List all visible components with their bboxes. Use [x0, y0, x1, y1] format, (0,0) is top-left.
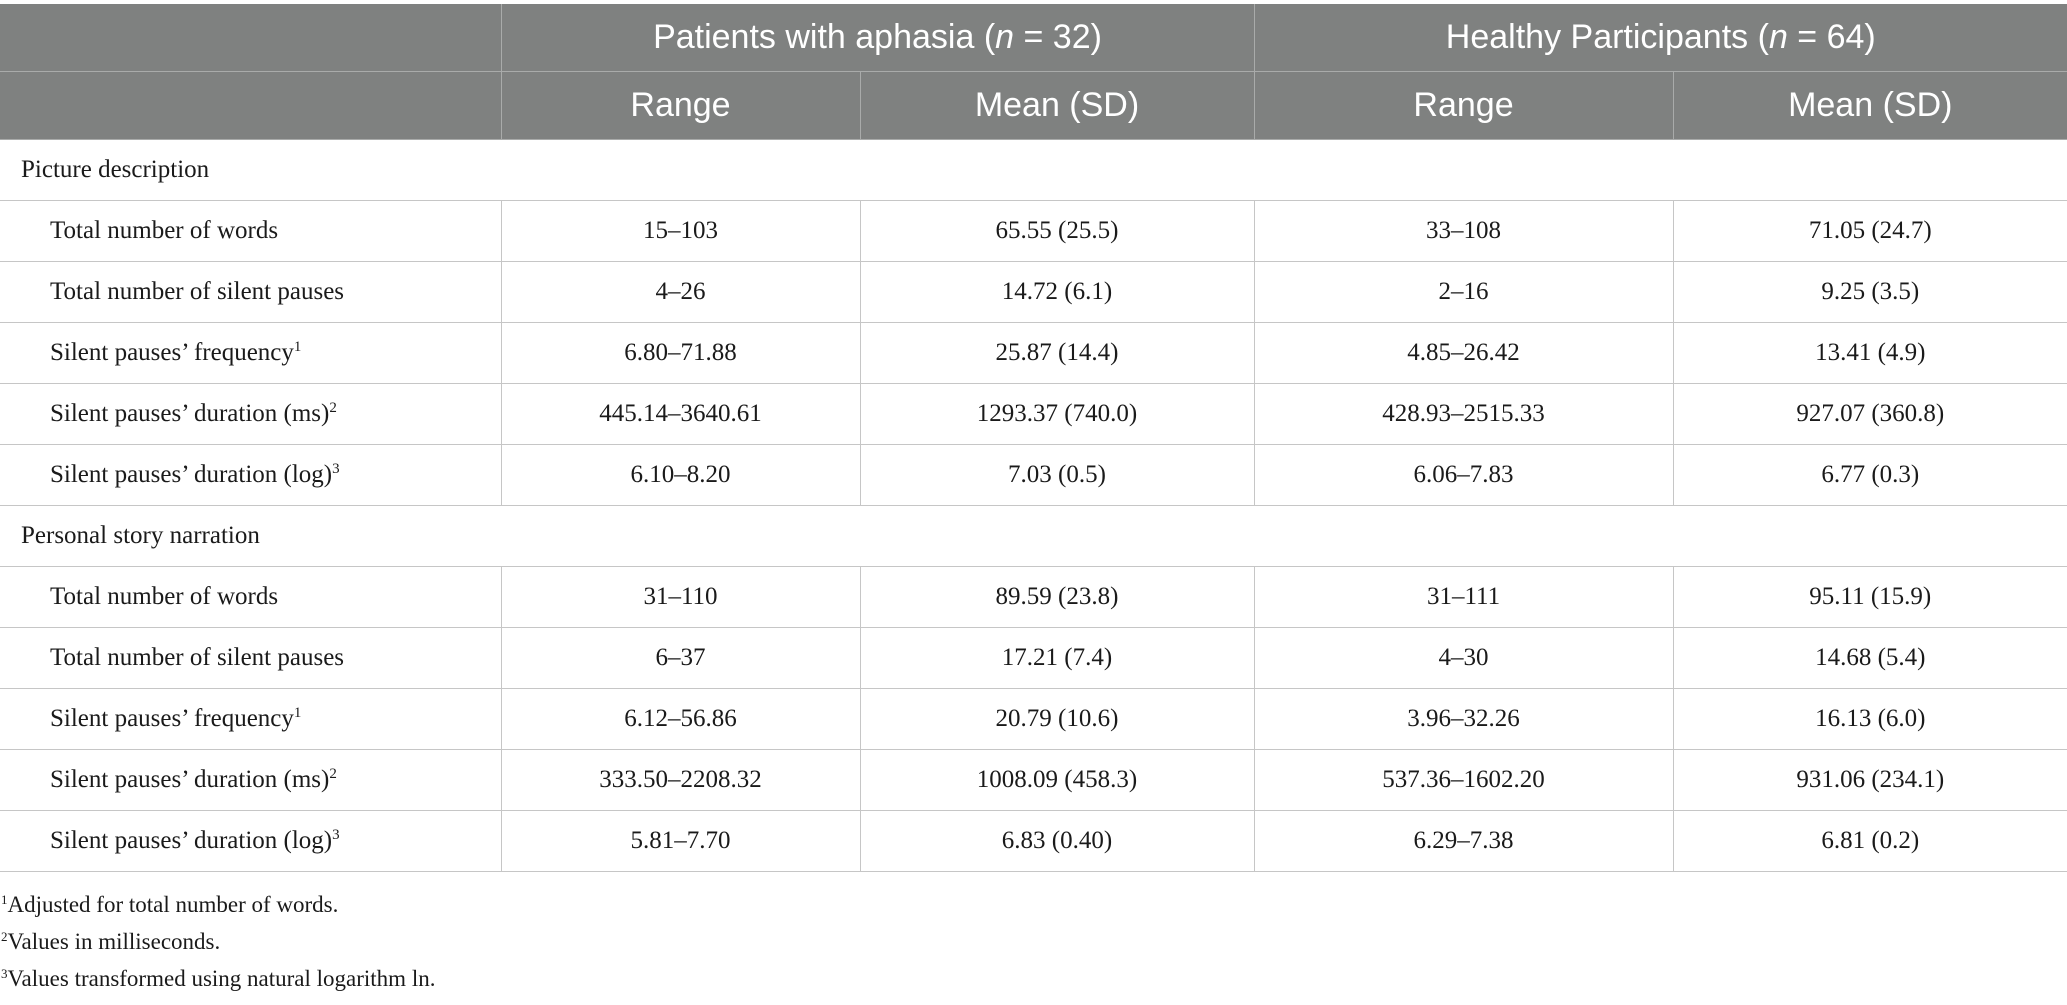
cell-healthy-mean-sd: 6.81 (0.2): [1673, 811, 2067, 872]
footnote-mark: 1: [1, 892, 8, 907]
cell-aphasia-mean-sd: 14.72 (6.1): [860, 262, 1254, 323]
cell-aphasia-mean-sd: 1008.09 (458.3): [860, 750, 1254, 811]
cell-healthy-range: 6.29–7.38: [1254, 811, 1673, 872]
row-label: [0, 750, 501, 811]
cell-aphasia-range: 6.12–56.86: [501, 689, 860, 750]
table-row: [0, 750, 2067, 811]
n-value: = 32): [1014, 18, 1102, 56]
cell-healthy-range: 537.36–1602.20: [1254, 750, 1673, 811]
cell-aphasia-mean-sd: 6.83 (0.40): [860, 811, 1254, 872]
header-corner-cell: [0, 72, 501, 140]
cell-healthy-mean-sd: 6.77 (0.3): [1673, 445, 2067, 506]
cell-healthy-range: 31–111: [1254, 567, 1673, 628]
subheader-aphasia-mean: Mean (SD): [860, 72, 1254, 140]
row-label-text: Silent pauses’ duration (ms): [50, 766, 330, 793]
subheader-row: [0, 72, 2067, 140]
row-label: [0, 628, 501, 689]
cell-healthy-range: 6.06–7.83: [1254, 445, 1673, 506]
row-label: [0, 384, 501, 445]
group-label: Patients with aphasia (: [653, 18, 996, 56]
cell-healthy-range: 4.85–26.42: [1254, 323, 1673, 384]
cell-healthy-mean-sd: 9.25 (3.5): [1673, 262, 2067, 323]
table-row: [0, 628, 2067, 689]
cell-aphasia-range: 6.10–8.20: [501, 445, 860, 506]
cell-aphasia-range: 5.81–7.70: [501, 811, 860, 872]
cell-healthy-range: 2–16: [1254, 262, 1673, 323]
cell-aphasia-range: 6–37: [501, 628, 860, 689]
table-row: [0, 323, 2067, 384]
cell-aphasia-mean-sd: 25.87 (14.4): [860, 323, 1254, 384]
cell-aphasia-range: 4–26: [501, 262, 860, 323]
cell-healthy-mean-sd: 95.11 (15.9): [1673, 567, 2067, 628]
cell-healthy-mean-sd: 16.13 (6.0): [1673, 689, 2067, 750]
table-row: [0, 384, 2067, 445]
row-label-text: Silent pauses’ duration (log): [50, 827, 333, 854]
table-row: [0, 201, 2067, 262]
row-label: [0, 201, 501, 262]
section-row: [0, 140, 2067, 201]
results-table-figure: [0, 4, 2067, 997]
group-label: Healthy Participants (: [1445, 18, 1769, 56]
footnote: [1, 923, 2067, 960]
cell-aphasia-range: 15–103: [501, 201, 860, 262]
footnote-marker: 1: [293, 705, 302, 721]
subheader-aphasia-range: Range: [501, 72, 860, 140]
cell-healthy-mean-sd: 931.06 (234.1): [1673, 750, 2067, 811]
section-title: Personal story narration: [0, 506, 2067, 567]
group-header-healthy: [1254, 4, 2067, 72]
row-label-text: Total number of words: [50, 217, 279, 244]
descriptive-statistics-table: [0, 4, 2067, 872]
row-label: [0, 811, 501, 872]
section-row: [0, 506, 2067, 567]
footnote-marker: 2: [329, 766, 337, 782]
cell-aphasia-mean-sd: 17.21 (7.4): [860, 628, 1254, 689]
table-row: [0, 689, 2067, 750]
table-row: [0, 811, 2067, 872]
row-label-text: Total number of silent pauses: [50, 644, 345, 671]
cell-aphasia-mean-sd: 7.03 (0.5): [860, 445, 1254, 506]
row-label: [0, 445, 501, 506]
cell-aphasia-range: 445.14–3640.61: [501, 384, 860, 445]
table-header: [0, 4, 2067, 140]
cell-aphasia-mean-sd: 1293.37 (740.0): [860, 384, 1254, 445]
row-label-text: Silent pauses’ duration (log): [50, 461, 333, 488]
table-row: [0, 567, 2067, 628]
footnote-marker: 1: [293, 339, 302, 355]
section-title: Picture description: [0, 140, 2067, 201]
footnote-text: Values in milliseconds.: [7, 929, 221, 954]
cell-aphasia-mean-sd: 20.79 (10.6): [860, 689, 1254, 750]
subheader-healthy-range: Range: [1254, 72, 1673, 140]
footnote-marker: 3: [332, 827, 340, 843]
row-label: [0, 689, 501, 750]
subheader-healthy-mean: Mean (SD): [1673, 72, 2067, 140]
row-label: [0, 567, 501, 628]
group-header-aphasia: [501, 4, 1254, 72]
row-label-text: Silent pauses’ duration (ms): [50, 400, 330, 427]
footnote-mark: 3: [1, 966, 8, 981]
footnote-mark: 2: [1, 929, 8, 944]
n-value: = 64): [1787, 18, 1876, 56]
footnote: [1, 886, 2067, 923]
row-label-text: Total number of silent pauses: [50, 278, 345, 305]
row-label: [0, 262, 501, 323]
table-footnotes: [0, 886, 2067, 997]
footnote-marker: 2: [329, 400, 337, 416]
footnote: [1, 960, 2067, 997]
row-label-text: Total number of words: [50, 583, 279, 610]
cell-healthy-mean-sd: 71.05 (24.7): [1673, 201, 2067, 262]
group-header-row: [0, 4, 2067, 72]
table-row: [0, 262, 2067, 323]
n-symbol: n: [1768, 18, 1788, 56]
cell-aphasia-mean-sd: 89.59 (23.8): [860, 567, 1254, 628]
cell-healthy-mean-sd: 14.68 (5.4): [1673, 628, 2067, 689]
footnote-text: Values transformed using natural logarithm ln.: [7, 966, 436, 991]
table-body: [0, 140, 2067, 872]
row-label-text: Silent pauses’ frequency: [50, 339, 294, 366]
header-corner-cell: [0, 4, 501, 72]
cell-healthy-range: 3.96–32.26: [1254, 689, 1673, 750]
cell-healthy-mean-sd: 927.07 (360.8): [1673, 384, 2067, 445]
cell-aphasia-range: 6.80–71.88: [501, 323, 860, 384]
cell-aphasia-range: 333.50–2208.32: [501, 750, 860, 811]
row-label: [0, 323, 501, 384]
cell-healthy-mean-sd: 13.41 (4.9): [1673, 323, 2067, 384]
n-symbol: n: [995, 18, 1015, 56]
cell-healthy-range: 4–30: [1254, 628, 1673, 689]
cell-aphasia-range: 31–110: [501, 567, 860, 628]
row-label-text: Silent pauses’ frequency: [50, 705, 294, 732]
footnote-marker: 3: [332, 461, 340, 477]
footnote-text: Adjusted for total number of words.: [7, 892, 339, 917]
cell-healthy-range: 33–108: [1254, 201, 1673, 262]
cell-healthy-range: 428.93–2515.33: [1254, 384, 1673, 445]
table-row: [0, 445, 2067, 506]
cell-aphasia-mean-sd: 65.55 (25.5): [860, 201, 1254, 262]
